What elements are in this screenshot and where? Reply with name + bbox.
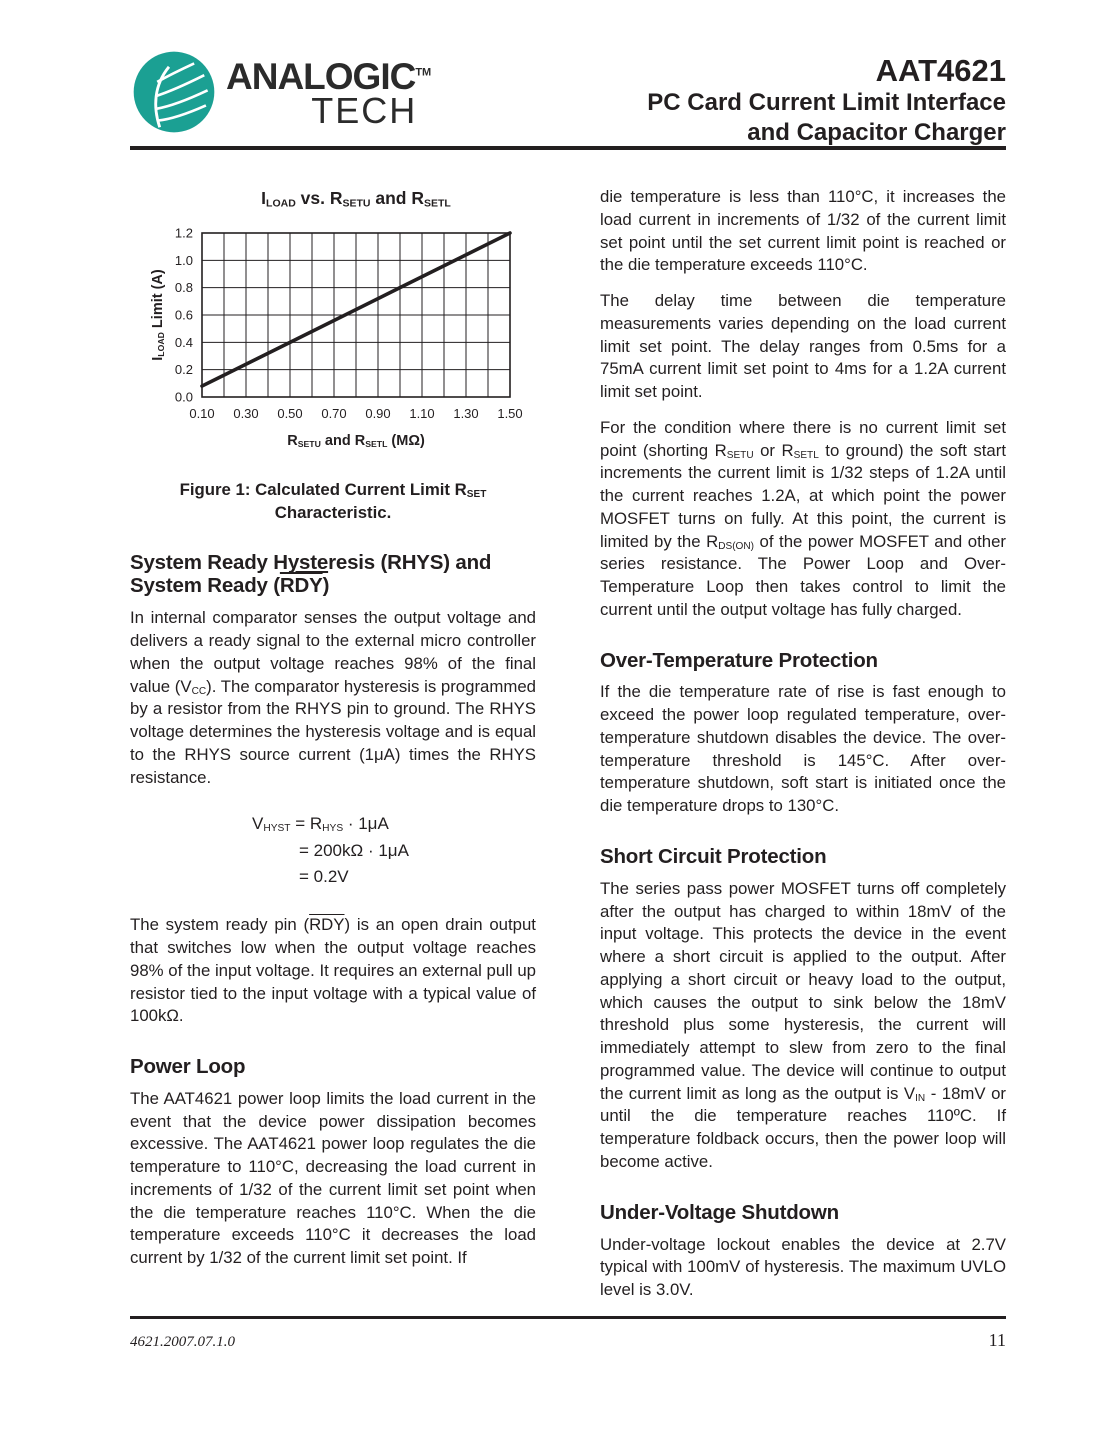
section-heading-short-circuit: Short Circuit Protection <box>600 844 827 868</box>
paragraph: For the condition where there is no current limit set point (shorting $R_{SETU}$ or $R_{SETL}$ to ground) the soft start increments the current limit is 1/32 steps of 1.2A until the current reaches 1.2A, at which point the power MOSFET turns on fully. At this point, the current is limited by the $R_{DS(ON)}$ of the power MOSFET and other series resistance. The Power Loop and Over-Temperature Loop then takes control to limit the current until the output voltage has fully charged. <box>600 417 1007 619</box>
section-heading-over-temperature: Over-Temperature Protection <box>600 648 878 672</box>
footer-doc-id: 4621.2007.07.1.0 <box>130 1334 235 1350</box>
header <box>130 48 1006 147</box>
doc-title-line1: PC Card Current Limit Interface <box>647 89 1006 117</box>
svg-text:0.6: 0.6 <box>174 307 193 323</box>
svg-text:1.2: 1.2 <box>174 227 193 241</box>
paragraph: The system ready pin $(\overline{RDY})$ is an open drain output that switches low when the output voltage reaches 98% of the input voltage. It requires an external pull up resistor tied to the input voltage with a typical value of 100kΩ. <box>130 915 536 1026</box>
footer <box>130 1330 1006 1351</box>
svg-text:0.2: 0.2 <box>174 362 193 378</box>
figure1-chart <box>130 188 536 449</box>
paragraph: The AAT4621 power loop limits the load current in the event that the device power dissipation becomes excessive. The AAT4621 power loop regulates the die temperature to 110°C, decreasing the load current in increments of 1/32 of the current limit set point when the die temperature reaches 110°C. When the die temperature exceeds 110°C it decreases the load current by 1/32 of the current limit set point. If <box>130 1088 536 1268</box>
hysteresis-equation <box>252 811 536 890</box>
svg-text:0.10: 0.10 <box>189 406 215 421</box>
analogictech-logo <box>132 50 431 134</box>
section-heading-under-voltage: Under-Voltage Shutdown <box>600 1200 839 1224</box>
left-column <box>130 186 536 1283</box>
chart-plot-area <box>130 227 536 427</box>
chart-title: $I_{LOAD}$ vs. $R_{SETU}$ and $R_{SETL}$ <box>261 188 451 210</box>
figure1-caption: Figure 1: Calculated Current Limit $R_{SET}$ Characteristic. <box>179 480 487 522</box>
paragraph: In internal comparator senses the output voltage and delivers a ready signal to the external micro controller when the output voltage reaches 98% of the final value $(V_{CC})$. The comparator hysteresis is programmed by a resistor from the RHYS pin to ground. The RHYS voltage determines the hysteresis voltage and is equal to the RHYS source current (1μA) times the RHYS resistance. <box>130 608 537 787</box>
equation-line: = 0.2V <box>299 866 349 886</box>
header-rule <box>130 146 1006 150</box>
paragraph: Under-voltage lockout enables the device at 2.7V typical with 100mV of hysteresis. The maximum UVLO level is 3.0V. <box>600 1234 1006 1300</box>
chart-y-axis-label: $I_{LOAD}$ Limit (A) <box>150 269 166 361</box>
svg-text:0.50: 0.50 <box>277 406 303 421</box>
paragraph: The series pass power MOSFET turns off completely after the output has charged to within 18mV of the input voltage. This protects the device in the event where a short circuit is applied to the output. After applying a short circuit or heavy load to the output, which causes the output to sink below the 18mV threshold plus some hysteresis, the current will immediately attempt to slew from zero to the final programmed value. The device will continue to output the current limit as long as the output is $V_{IN} - 18mV$ or until the die temperature reaches 110ºC. If temperature foldback occurs, then the power loop will become active. <box>600 878 1006 1171</box>
document-title-block <box>647 54 1006 148</box>
brand-line2: TECH <box>311 90 418 131</box>
equation-line: $V_{HYST} = R_{HYS} \cdot 1\mu A$ <box>252 814 389 835</box>
paragraph: If the die temperature rate of rise is fast enough to exceed the power loop regulated temperature, over-temperature shutdown disables the device. The over-temperature threshold is 145°C. After over-temperature shutdown, soft start is initiated once the die temperature drops to 130°C. <box>600 682 1006 816</box>
paragraph: The delay time between die temperature measurements varies depending on the load current limit set point. The delay ranges from 0.5ms for a 75mA current limit set point to 4ms for a 1.2A current limit set point. <box>600 291 1006 401</box>
svg-text:0.70: 0.70 <box>321 406 347 421</box>
section-heading-power-loop: Power Loop <box>130 1055 246 1079</box>
svg-text:1.0: 1.0 <box>174 252 193 268</box>
chart-x-axis-label: $R_{SETU}$ and $R_{SETL}$ (MΩ) <box>287 433 425 449</box>
svg-text:1.30: 1.30 <box>453 406 479 421</box>
svg-text:1.50: 1.50 <box>497 406 523 421</box>
brand-line1: ANALOGIC™ <box>226 56 432 97</box>
svg-text:1.10: 1.10 <box>409 406 435 421</box>
footer-rule <box>130 1316 1006 1319</box>
brand-name <box>226 50 431 129</box>
svg-text:0.90: 0.90 <box>365 406 391 421</box>
paragraph: die temperature is less than 110°C, it increases the load current in increments of 1/32 of the current limit set point until the set current limit point is reached or the die temperature exceeds 110°C. <box>600 187 1006 275</box>
leaf-logo-icon <box>132 50 216 134</box>
svg-text:0.4: 0.4 <box>174 334 193 350</box>
doc-title-line2: and Capacitor Charger <box>747 119 1006 147</box>
svg-text:0.8: 0.8 <box>174 280 193 296</box>
chart-plot <box>130 227 536 427</box>
part-number: AAT4621 <box>875 53 1006 88</box>
footer-page-number: 11 <box>988 1330 1006 1350</box>
right-column <box>600 186 1006 1315</box>
section-heading-system-ready: System Ready Hysteresis (RHYS) and System Ready (RDY) <box>130 551 492 598</box>
trademark-symbol: TM <box>415 66 432 79</box>
equation-line: = 200kΩ · 1μA <box>299 840 409 860</box>
svg-text:0.0: 0.0 <box>174 389 193 405</box>
svg-text:0.30: 0.30 <box>233 406 259 421</box>
